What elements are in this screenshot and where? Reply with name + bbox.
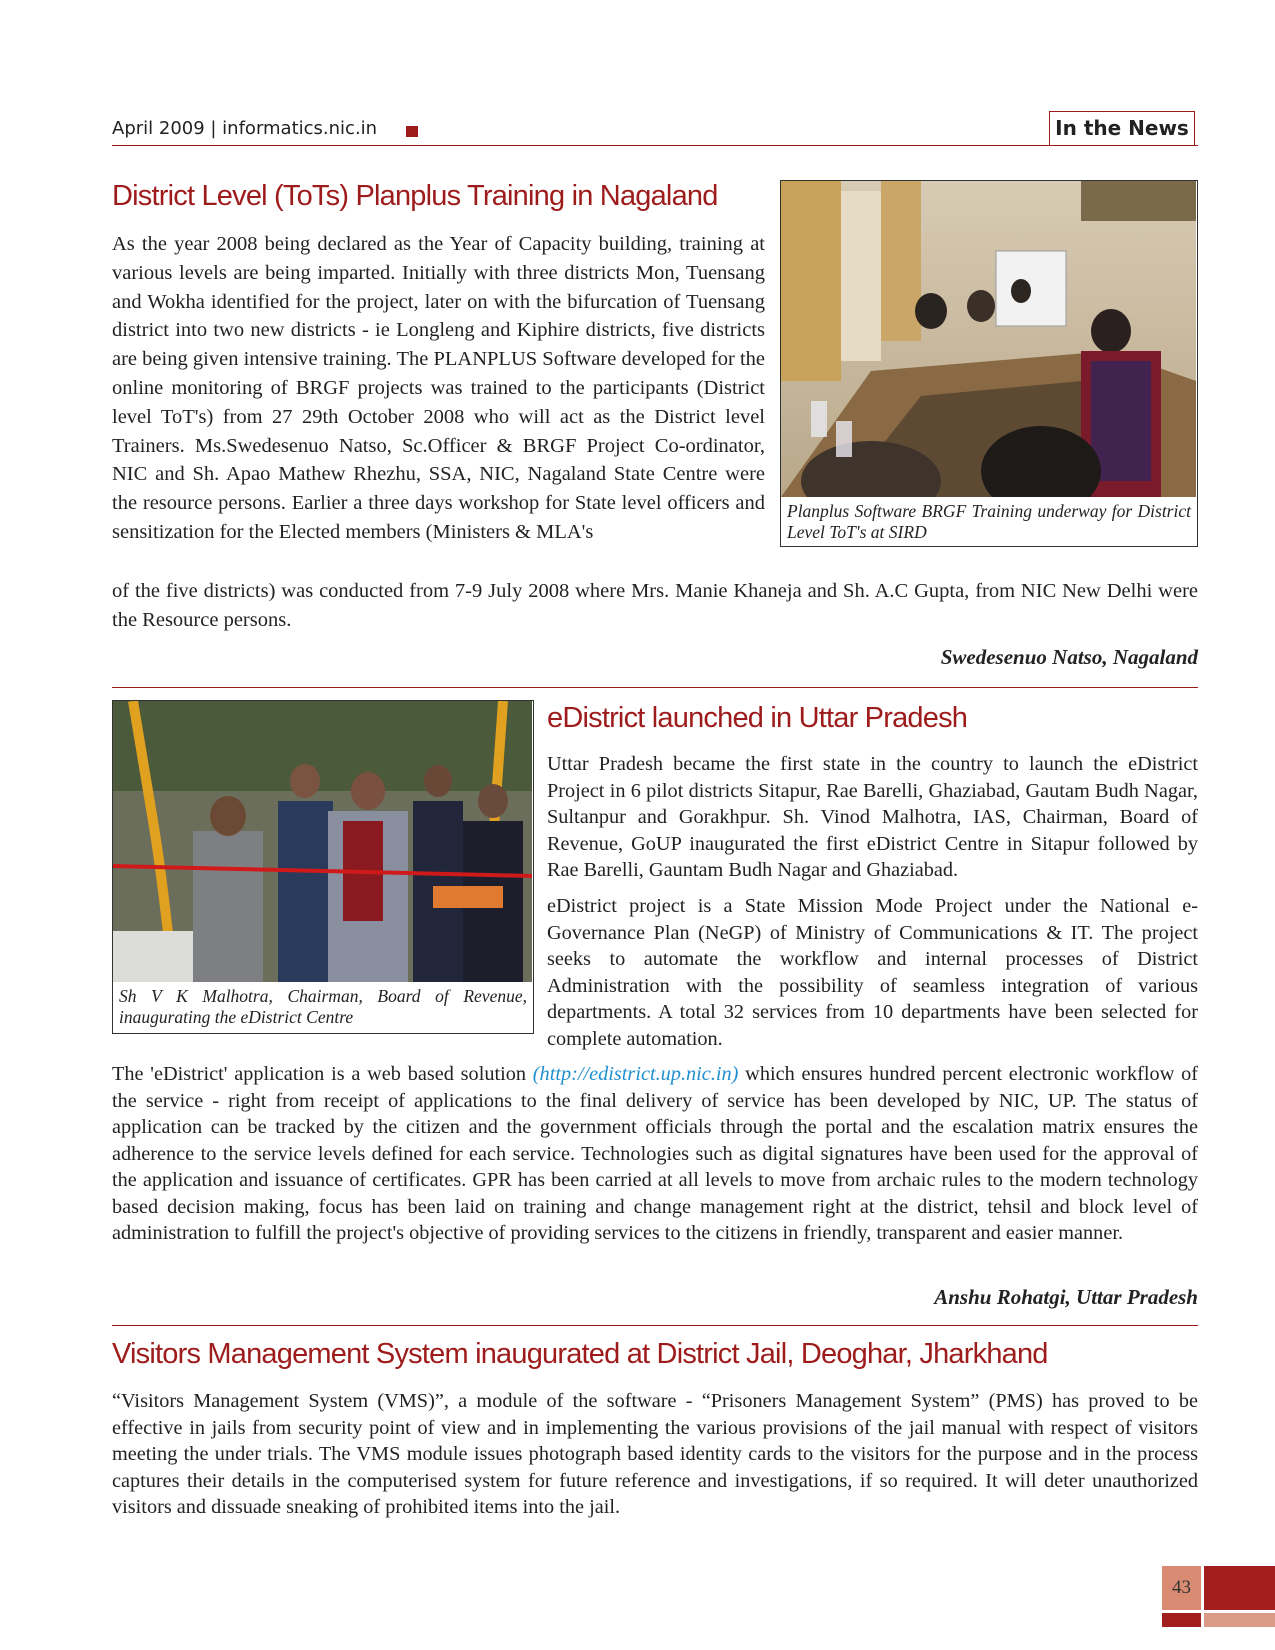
edistrict-link[interactable]: (http://edistrict.up.nic.in) <box>532 1063 739 1085</box>
footer-block-lower-light <box>1204 1613 1275 1627</box>
article1-body-wide: of the five districts) was conducted from 7-9 July 2008 where Mrs. Manie Khaneja and Sh. A.C Gupta, from NIC New Delhi were the Resource persons. <box>112 580 1198 631</box>
header-square-marker <box>406 126 418 137</box>
article2-para3-start: The 'eDistrict' application is a web based solution <box>112 1063 533 1085</box>
article2-title: eDistrict launched in Uttar Pradesh <box>547 702 968 734</box>
inauguration-photo <box>113 701 532 982</box>
article1-title: District Level (ToTs) Planplus Training in Nagaland <box>112 180 718 212</box>
section-tag: In the News <box>1049 111 1195 145</box>
article2-photo-caption: Sh V K Malhotra, Chairman, Board of Revenue, inaugurating the eDistrict Centre <box>119 986 527 1027</box>
issue-header: April 2009 | informatics.nic.in <box>112 118 378 139</box>
article2-para3 <box>112 1061 1198 1247</box>
footer-block <box>1204 1566 1275 1610</box>
article2-photo-frame <box>112 700 534 1034</box>
article2-para3-end: which ensures hundred percent electronic workflow of the service - right from receipt of applications to the final delivery of service has been developed by NIC, UP. The status of application can be tracked by the citizen and the government officials through the portal and the escalation matrix ensures the adherence to the service levels defined for each service. Technologies such as digital signatures have been used for the approval of the application and issuance of certificates. GPR has been carried at all levels to move from archaic rules to the modern technology based decision making, focus has been laid on training and change management right at the district, tehsil and block level of administration to fulfill the project's objective of providing services to the citizens in friendly, transparent and easier manner. <box>112 1063 1199 1244</box>
page-number: 43 <box>1162 1566 1201 1610</box>
article1-photo-caption: Planplus Software BRGF Training underway for District Level ToT's at SIRD <box>787 501 1191 542</box>
training-room-photo <box>781 181 1196 497</box>
article1-photo-frame <box>780 180 1198 547</box>
footer-block-lower <box>1162 1613 1201 1627</box>
article2-divider <box>112 1325 1198 1326</box>
article3-body: “Visitors Management System (VMS)”, a module of the software - “Prisoners Management System” (PMS) has proved to be effective in jails from security point of view and in implementing the various provisions of the jail manual with respect of visitors meeting the under trials. The VMS module issues photograph based identity cards to the visitors for the purpose and in the process captures their details in the computerised system for future reference and investigations, if so required. It will deter unauthorized visitors and dissuade sneaking of prohibited items into the jail. <box>112 1390 1198 1518</box>
article1-author: Swedesenuo Natso, Nagaland <box>940 645 1198 669</box>
article2-para2: eDistrict project is a State Mission Mode Project under the National e-Governance Plan (NeGP) of Ministry of Communications & IT. The project seeks to automate the workflow and internal processes of District Administration with the possibility of seamless integration of various departments. A total 32 services from 10 departments have been selected for complete automation. <box>547 895 1198 1050</box>
article2-author: Anshu Rohatgi, Uttar Pradesh <box>934 1285 1198 1309</box>
article1-body-narrow: As the year 2008 being declared as the Year of Capacity building, training at various levels are being imparted. Initially with three districts Mon, Tuensang and Wokha identified for the project, later on with the bifurcation of Tuensang district into two new districts - ie Longleng and Kiphire districts, five districts are being given intensive training. The PLANPLUS Software developed for the online monitoring of BRGF projects was trained to the participants (District level ToT's) from 27 29th October 2008 who will act as the District level Trainers. Ms.Swedesenuo Natso, Sc.Officer & BRGF Project Co-ordinator, NIC and Sh. Apao Mathew Rhezhu, SSA, NIC, Nagaland State Centre were the resource persons. Earlier a three days workshop for State level officers and sensitization for the Elected members (Ministers & MLA's <box>112 233 765 543</box>
article1-divider <box>112 687 1198 688</box>
article3-title: Visitors Management System inaugurated at District Jail, Deoghar, Jharkhand <box>112 1338 1048 1370</box>
article2-para1: Uttar Pradesh became the first state in the country to launch the eDistrict Project in 6 pilot districts Sitapur, Rae Barelli, Ghaziabad, Gautam Budh Nagar, Sultanpur and Gorakhpur. Sh. Vinod Malhotra, IAS, Chairman, Board of Revenue, GoUP inaugurated the first eDistrict Centre in Sitapur followed by Rae Barelli, Gauntam Budh Nagar and Ghaziabad. <box>547 753 1198 881</box>
header-divider <box>112 145 1198 146</box>
